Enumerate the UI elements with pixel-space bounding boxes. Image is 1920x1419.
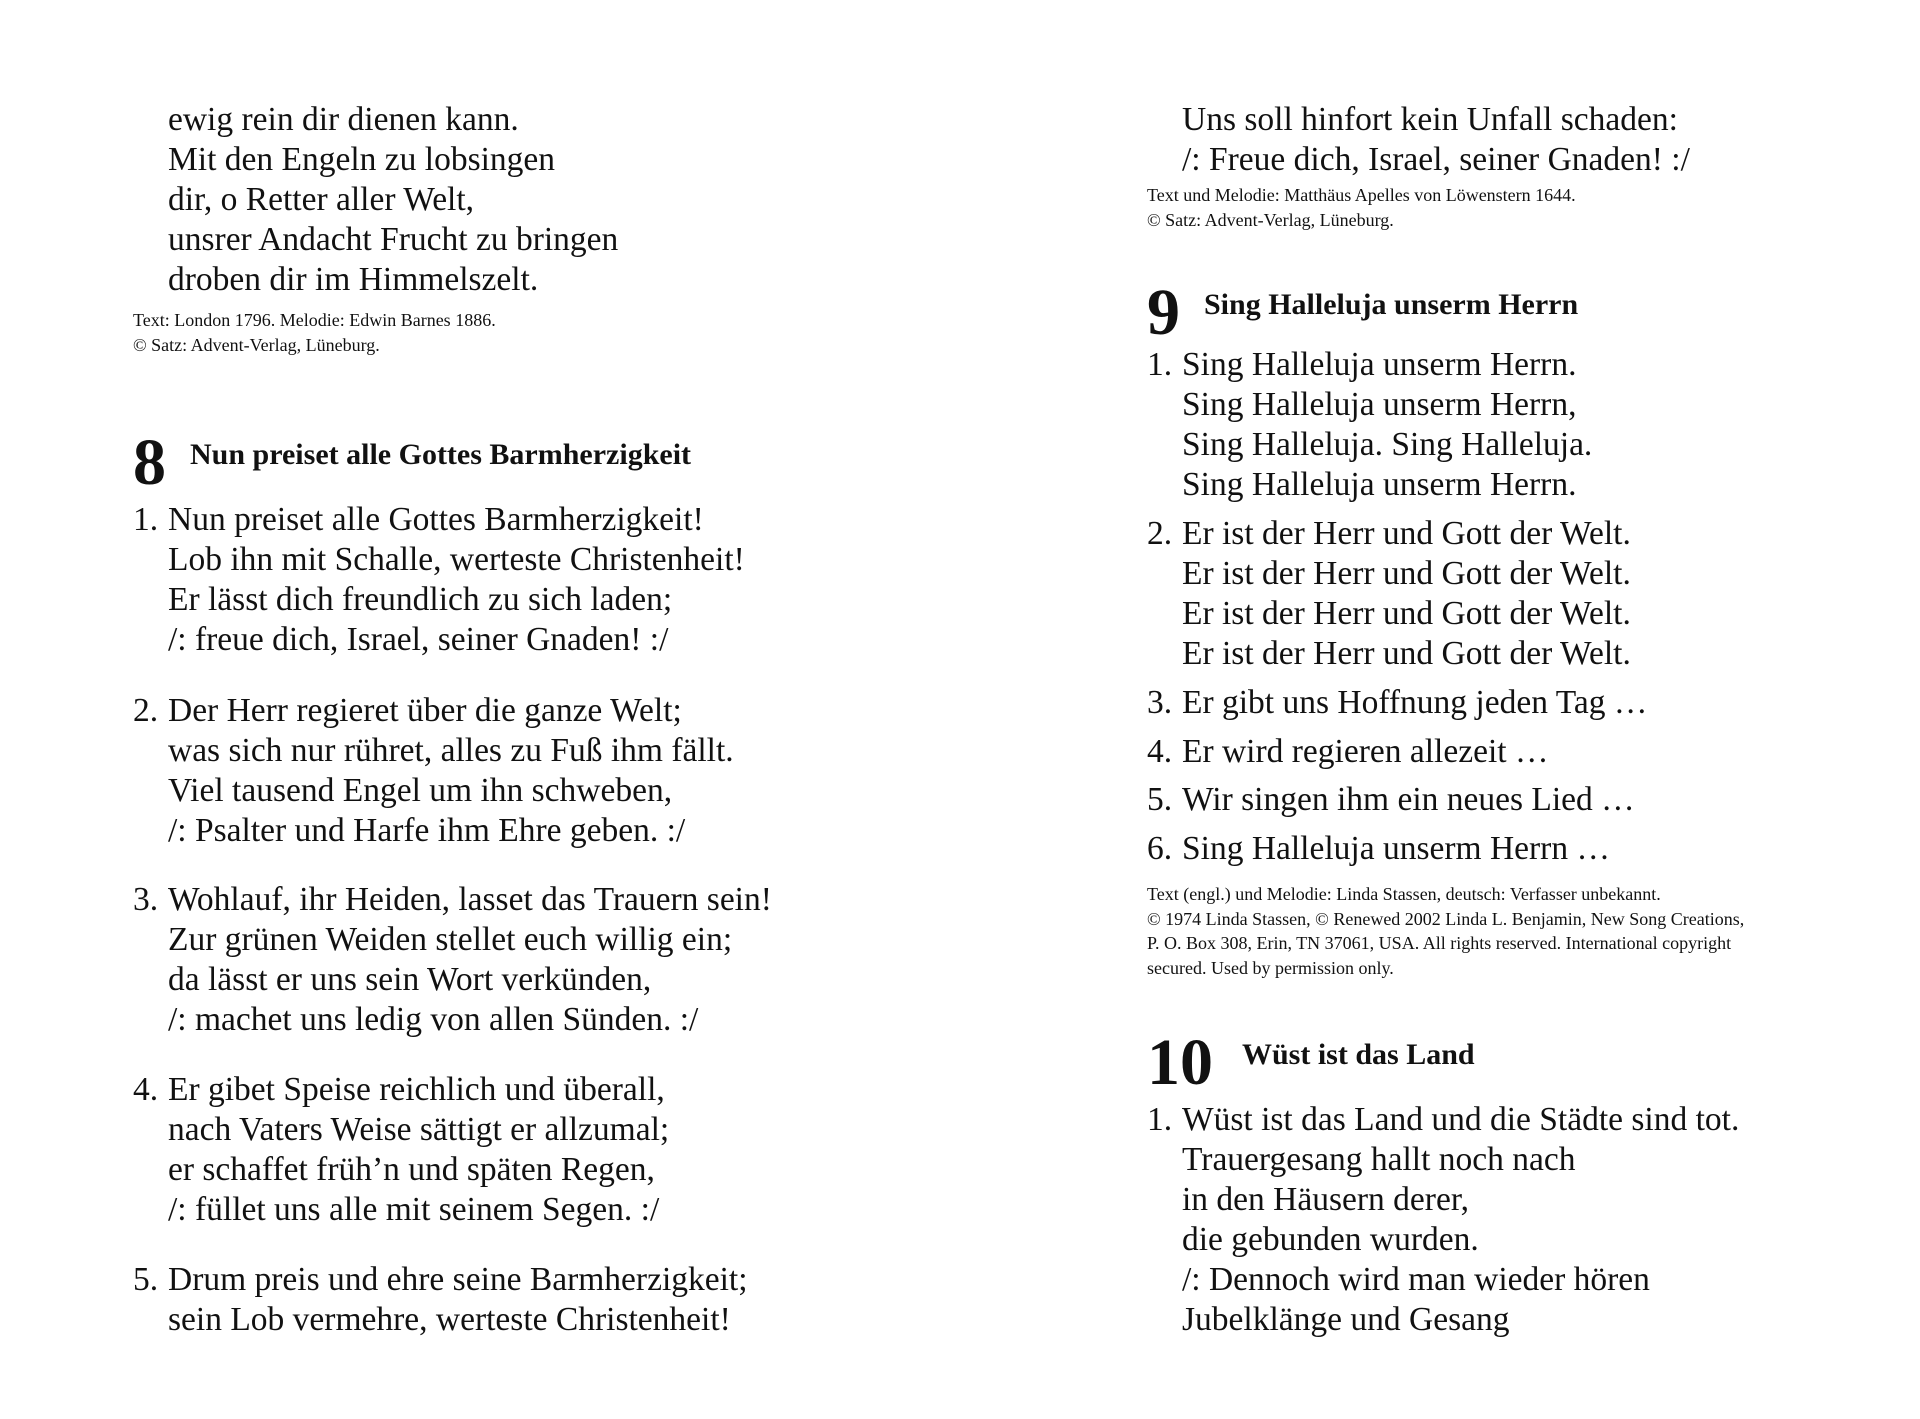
lyric-line: droben dir im Himmelszelt.	[168, 261, 539, 298]
lyric-line: Sing Halleluja unserm Herrn …	[1182, 830, 1610, 867]
stanza-number: 2.	[133, 692, 159, 729]
lyric-line: Er wird regieren allezeit …	[1182, 733, 1549, 770]
credit-line: Text: London 1796. Melodie: Edwin Barnes 1886.	[133, 310, 496, 330]
lyric-line: Er lässt dich freundlich zu sich laden;	[168, 581, 673, 618]
stanza-number: 2.	[1147, 515, 1173, 552]
lyric-line: /: füllet uns alle mit seinem Segen. :/	[168, 1191, 660, 1228]
lyric-line: Sing Halleluja unserm Herrn.	[1182, 466, 1577, 503]
lyric-line: Sing Halleluja. Sing Halleluja.	[1182, 426, 1593, 463]
lyric-line: er schaffet früh’n und späten Regen,	[168, 1151, 655, 1188]
lyric-line: dir, o Retter aller Welt,	[168, 181, 475, 218]
lyric-line: Er gibt uns Hoffnung jeden Tag …	[1182, 684, 1648, 721]
hymn9-stanza-4	[1147, 732, 1548, 772]
lyric-line: Lob ihn mit Schalle, werteste Christenheit!	[168, 541, 745, 578]
lyric-line: Wir singen ihm ein neues Lied …	[1182, 781, 1635, 818]
stanza-number: 1.	[1147, 346, 1173, 383]
hymn-title: Nun preiset alle Gottes Barmherzigkeit	[190, 438, 692, 471]
hymn8-heading	[133, 426, 953, 510]
lyric-line: Jubelklänge und Gesang	[1182, 1301, 1510, 1338]
lyric-line: Er ist der Herr und Gott der Welt.	[1182, 635, 1631, 672]
lyric-line: Er ist der Herr und Gott der Welt.	[1182, 555, 1631, 592]
hymn8-stanza-3	[133, 880, 772, 1040]
lyric-line: Er ist der Herr und Gott der Welt.	[1182, 515, 1631, 552]
stanza-number: 3.	[1147, 684, 1173, 721]
lyric-line: ewig rein dir dienen kann.	[168, 101, 519, 138]
lyric-line: Er ist der Herr und Gott der Welt.	[1182, 595, 1631, 632]
hymn9-stanza-2	[1147, 514, 1631, 674]
lyric-line: Viel tausend Engel um ihn schweben,	[168, 772, 673, 809]
hymn8-stanza-5	[133, 1260, 748, 1340]
credit-line: secured. Used by permission only.	[1147, 957, 1394, 978]
stanza-number: 4.	[1147, 733, 1173, 770]
lyric-line: Nun preiset alle Gottes Barmherzigkeit!	[168, 501, 704, 538]
credit-line: © Satz: Advent-Verlag, Lüneburg.	[133, 334, 380, 355]
hymn8-stanza-4	[133, 1070, 669, 1230]
stanza-number: 1.	[133, 501, 159, 538]
lyric-line: Sing Halleluja unserm Herrn.	[1182, 346, 1577, 383]
credit-line: © Satz: Advent-Verlag, Lüneburg.	[1147, 209, 1394, 230]
hymn8-continuation	[1147, 100, 1690, 180]
lyric-line: /: machet uns ledig von allen Sünden. :/	[168, 1001, 699, 1038]
hymn9-stanza-6	[1147, 829, 1610, 869]
lyric-line: da lässt er uns sein Wort verkünden,	[168, 961, 652, 998]
lyric-line: /: Psalter und Harfe ihm Ehre geben. :/	[168, 812, 686, 849]
lyric-line: Er gibet Speise reichlich und überall,	[168, 1071, 665, 1108]
hymn-number: 10	[1147, 1026, 1213, 1099]
hymn8-stanza-2	[133, 691, 734, 851]
hymn-number: 8	[133, 426, 166, 499]
lyric-line: Uns soll hinfort kein Unfall schaden:	[1182, 101, 1678, 138]
lyric-line: sein Lob vermehre, werteste Christenheit!	[168, 1301, 731, 1338]
stanza-number: 3.	[133, 881, 159, 918]
lyric-line: unsrer Andacht Frucht zu bringen	[168, 221, 619, 258]
lyric-line: Trauergesang hallt noch nach	[1182, 1141, 1576, 1178]
stanza-number: 5.	[133, 1261, 159, 1298]
hymn9-stanza-1	[1147, 345, 1592, 505]
lyric-line: Der Herr regieret über die ganze Welt;	[168, 692, 682, 729]
stanza-number: 6.	[1147, 830, 1173, 867]
credit-line: Text (engl.) und Melodie: Linda Stassen, deutsch: Verfasser unbekannt.	[1147, 884, 1661, 904]
hymn10-stanza-1	[1147, 1100, 1739, 1340]
hymn9-credits	[1147, 882, 1744, 980]
lyric-line: /: Dennoch wird man wieder hören	[1182, 1261, 1650, 1298]
hymn-title: Wüst ist das Land	[1242, 1038, 1475, 1071]
credit-line: © 1974 Linda Stassen, © Renewed 2002 Linda L. Benjamin, New Song Creations,	[1147, 908, 1745, 929]
lyric-line: was sich nur rühret, alles zu Fuß ihm fällt.	[168, 732, 734, 769]
hymn9-stanza-5	[1147, 780, 1635, 820]
hymn8-credits	[1147, 183, 1576, 232]
lyric-line: nach Vaters Weise sättigt er allzumal;	[168, 1111, 670, 1148]
hymn10-heading	[1147, 1026, 1907, 1110]
hymn9-stanza-3	[1147, 683, 1647, 723]
credit-line: Text und Melodie: Matthäus Apelles von Löwenstern 1644.	[1147, 185, 1576, 205]
lyric-line: /: freue dich, Israel, seiner Gnaden! :/	[168, 621, 669, 658]
hymn-title: Sing Halleluja unserm Herrn	[1204, 288, 1579, 321]
hymn7-continuation	[133, 100, 618, 300]
lyric-line: Mit den Engeln zu lobsingen	[168, 141, 556, 178]
stanza-number: 4.	[133, 1071, 159, 1108]
lyric-line: Drum preis und ehre seine Barmherzigkeit;	[168, 1261, 748, 1298]
lyric-line: die gebunden wurden.	[1182, 1221, 1479, 1258]
lyric-line: /: Freue dich, Israel, seiner Gnaden! :/	[1182, 141, 1690, 178]
hymn7-credits	[133, 308, 496, 357]
lyric-line: Sing Halleluja unserm Herrn,	[1182, 386, 1577, 423]
stanza-number: 1.	[1147, 1101, 1173, 1138]
hymn8-stanza-1	[133, 500, 745, 660]
credit-line: P. O. Box 308, Erin, TN 37061, USA. All rights reserved. International copyright	[1147, 933, 1732, 953]
lyric-line: Wüst ist das Land und die Städte sind tot.	[1182, 1101, 1740, 1138]
lyric-line: Wohlauf, ihr Heiden, lasset das Trauern sein!	[168, 881, 772, 918]
hymn-number: 9	[1147, 276, 1180, 349]
stanza-number: 5.	[1147, 781, 1173, 818]
lyric-line: in den Häusern derer,	[1182, 1181, 1470, 1218]
lyric-line: Zur grünen Weiden stellet euch willig ein;	[168, 921, 733, 958]
